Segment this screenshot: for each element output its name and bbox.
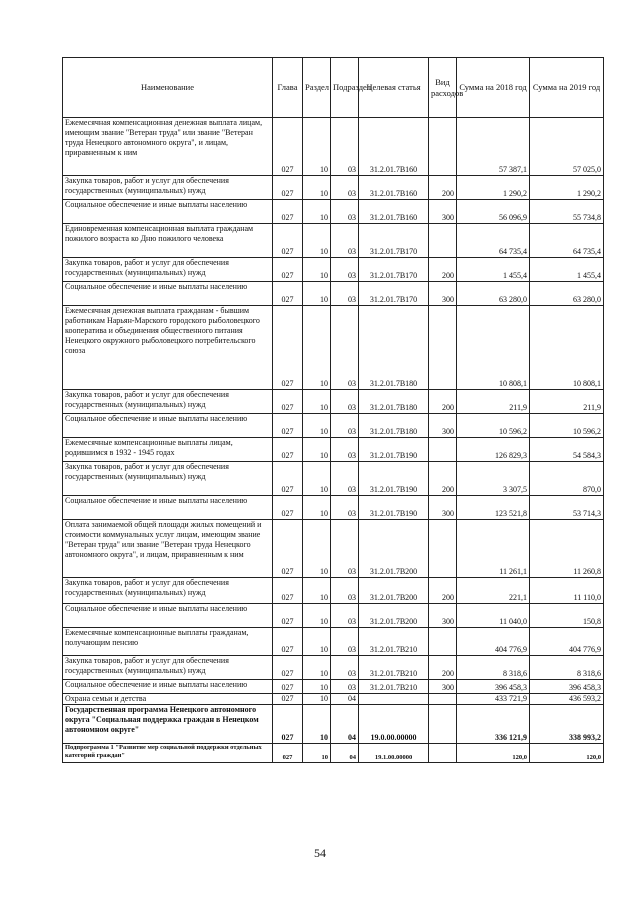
row-sum-2018: 64 735,4 (457, 224, 530, 258)
row-vid (429, 628, 457, 656)
row-razdel: 10 (303, 578, 331, 604)
row-vid: 300 (429, 496, 457, 520)
row-vid: 200 (429, 578, 457, 604)
row-sum-2019: 404 776,9 (530, 628, 604, 656)
row-podrazdel: 03 (331, 414, 359, 438)
row-sum-2018: 211,9 (457, 390, 530, 414)
row-name: Оплата занимаемой общей площади жилых помещений и стоимости коммунальных услуг лицам, имеющим звание "Ветеран труда" или звание "Ветеран труда Ненецкого автономного округа", и лицам, приравненным к ним (63, 520, 273, 578)
row-podrazdel: 03 (331, 496, 359, 520)
row-podrazdel: 03 (331, 118, 359, 176)
header-target: Целевая статья (359, 58, 429, 118)
row-sum-2018: 120,0 (457, 744, 530, 763)
table-row (63, 705, 604, 744)
row-sum-2019: 211,9 (530, 390, 604, 414)
table-row (63, 694, 604, 705)
row-target: 31.2.01.7В190 (359, 438, 429, 462)
table-row (63, 414, 604, 438)
row-glava: 027 (273, 604, 303, 628)
table-row (63, 224, 604, 258)
table-row (63, 176, 604, 200)
row-vid (429, 520, 457, 578)
row-glava: 027 (273, 656, 303, 680)
row-target: 31.2.01.7В170 (359, 224, 429, 258)
row-target: 31.2.01.7В210 (359, 656, 429, 680)
header-glava: Глава (273, 58, 303, 118)
row-name: Ежемесячные компенсационные выплаты гражданам, получающим пенсию (63, 628, 273, 656)
table-header-row (63, 58, 604, 118)
row-razdel: 10 (303, 414, 331, 438)
row-target: 31.2.01.7В170 (359, 282, 429, 306)
header-podrazdel: Подраздел (331, 58, 359, 118)
table-row (63, 390, 604, 414)
row-target: 31.2.01.7В160 (359, 200, 429, 224)
row-sum-2019: 870,0 (530, 462, 604, 496)
row-name: Ежемесячные компенсационные выплаты лицам, родившимся в 1932 - 1945 годах (63, 438, 273, 462)
row-podrazdel: 03 (331, 176, 359, 200)
row-target: 31.2.01.7В200 (359, 578, 429, 604)
row-razdel: 10 (303, 200, 331, 224)
row-sum-2019: 57 025,0 (530, 118, 604, 176)
header-vid: Вид расходов (429, 58, 457, 118)
row-sum-2018: 433 721,9 (457, 694, 530, 705)
row-podrazdel: 03 (331, 520, 359, 578)
row-podrazdel: 03 (331, 258, 359, 282)
row-sum-2019: 436 593,2 (530, 694, 604, 705)
row-target: 31.2.01.7В180 (359, 414, 429, 438)
row-name: Закупка товаров, работ и услуг для обеспечения государственных (муниципальных) нужд (63, 462, 273, 496)
row-podrazdel: 03 (331, 224, 359, 258)
row-glava: 027 (273, 628, 303, 656)
table-row (63, 604, 604, 628)
row-podrazdel: 03 (331, 604, 359, 628)
budget-table (62, 57, 604, 763)
row-vid (429, 306, 457, 390)
table-row (63, 200, 604, 224)
row-razdel: 10 (303, 604, 331, 628)
row-razdel: 10 (303, 118, 331, 176)
row-razdel: 10 (303, 258, 331, 282)
table-row (63, 656, 604, 680)
row-sum-2019: 1 455,4 (530, 258, 604, 282)
row-glava: 027 (273, 578, 303, 604)
row-sum-2019: 338 993,2 (530, 705, 604, 744)
row-razdel: 10 (303, 744, 331, 763)
row-podrazdel: 03 (331, 578, 359, 604)
row-target: 31.2.01.7В200 (359, 604, 429, 628)
row-razdel: 10 (303, 628, 331, 656)
row-glava: 027 (273, 462, 303, 496)
row-glava: 027 (273, 258, 303, 282)
row-vid: 300 (429, 680, 457, 694)
row-vid (429, 744, 457, 763)
row-sum-2019: 63 280,0 (530, 282, 604, 306)
row-podrazdel: 03 (331, 628, 359, 656)
row-name: Социальное обеспечение и иные выплаты населению (63, 604, 273, 628)
row-vid: 300 (429, 282, 457, 306)
row-name: Социальное обеспечение и иные выплаты населению (63, 200, 273, 224)
row-sum-2018: 11 040,0 (457, 604, 530, 628)
row-target: 31.2.01.7В170 (359, 258, 429, 282)
row-target: 19.1.00.00000 (359, 744, 429, 763)
table-row (63, 520, 604, 578)
row-sum-2019: 10 596,2 (530, 414, 604, 438)
row-name: Ежемесячная компенсационная денежная выплата лицам, имеющим звание "Ветеран труда" или звание "Ветеран труда Ненецкого автономного округа", и лицам, приравненным к ним (63, 118, 273, 176)
header-name: Наименование (63, 58, 273, 118)
row-name: Социальное обеспечение и иные выплаты населению (63, 680, 273, 694)
table-row (63, 744, 604, 763)
row-razdel: 10 (303, 656, 331, 680)
row-razdel: 10 (303, 680, 331, 694)
row-razdel: 10 (303, 176, 331, 200)
row-name: Закупка товаров, работ и услуг для обеспечения государственных (муниципальных) нужд (63, 258, 273, 282)
page-number: 54 (314, 846, 326, 860)
row-vid: 300 (429, 604, 457, 628)
header-sum-2018: Сумма на 2018 год (457, 58, 530, 118)
row-vid: 200 (429, 176, 457, 200)
row-sum-2019: 1 290,2 (530, 176, 604, 200)
row-glava: 027 (273, 306, 303, 390)
row-target: 31.2.01.7В210 (359, 628, 429, 656)
row-sum-2018: 10 808,1 (457, 306, 530, 390)
row-razdel: 10 (303, 224, 331, 258)
row-glava: 027 (273, 438, 303, 462)
row-podrazdel: 04 (331, 694, 359, 705)
table-row (63, 496, 604, 520)
row-sum-2019: 396 458,3 (530, 680, 604, 694)
row-razdel: 10 (303, 694, 331, 705)
table-row (63, 680, 604, 694)
row-podrazdel: 03 (331, 200, 359, 224)
table-row (63, 258, 604, 282)
row-target: 31.2.01.7В190 (359, 462, 429, 496)
row-glava: 027 (273, 282, 303, 306)
row-sum-2018: 3 307,5 (457, 462, 530, 496)
row-sum-2019: 54 584,3 (530, 438, 604, 462)
row-glava: 027 (273, 520, 303, 578)
row-vid: 300 (429, 414, 457, 438)
row-name: Закупка товаров, работ и услуг для обеспечения государственных (муниципальных) нужд (63, 656, 273, 680)
row-target: 31.2.01.7В180 (359, 390, 429, 414)
row-sum-2019: 55 734,8 (530, 200, 604, 224)
row-vid (429, 118, 457, 176)
row-sum-2018: 336 121,9 (457, 705, 530, 744)
row-podrazdel: 03 (331, 282, 359, 306)
row-podrazdel: 03 (331, 390, 359, 414)
row-name: Социальное обеспечение и иные выплаты населению (63, 282, 273, 306)
row-vid: 200 (429, 656, 457, 680)
row-sum-2018: 8 318,6 (457, 656, 530, 680)
row-name: Подпрограмма 1 "Развитие мер социальной поддержки отдельных категорий граждан" (63, 744, 273, 763)
row-target: 19.0.00.00000 (359, 705, 429, 744)
row-sum-2018: 57 387,1 (457, 118, 530, 176)
row-name: Охрана семьи и детства (63, 694, 273, 705)
row-vid (429, 705, 457, 744)
row-glava: 027 (273, 414, 303, 438)
row-sum-2019: 8 318,6 (530, 656, 604, 680)
header-sum-2019: Сумма на 2019 год (530, 58, 604, 118)
row-vid (429, 438, 457, 462)
row-podrazdel: 03 (331, 656, 359, 680)
table-row (63, 628, 604, 656)
row-vid: 200 (429, 390, 457, 414)
row-name: Социальное обеспечение и иные выплаты населению (63, 414, 273, 438)
row-glava: 027 (273, 390, 303, 414)
row-sum-2019: 11 110,0 (530, 578, 604, 604)
row-sum-2018: 56 096,9 (457, 200, 530, 224)
row-sum-2019: 10 808,1 (530, 306, 604, 390)
row-name: Ежемесячная денежная выплата гражданам - бывшим работникам Нарьян-Марского городского рыболовецкого кооператива и объединения общественного питания Ненецкого окружного рыболовецкого потребительского союза (63, 306, 273, 390)
row-sum-2018: 404 776,9 (457, 628, 530, 656)
row-glava: 027 (273, 118, 303, 176)
row-razdel: 10 (303, 390, 331, 414)
row-glava: 027 (273, 680, 303, 694)
row-sum-2018: 1 290,2 (457, 176, 530, 200)
row-name: Закупка товаров, работ и услуг для обеспечения государственных (муниципальных) нужд (63, 578, 273, 604)
row-target: 31.2.01.7В160 (359, 176, 429, 200)
table-row (63, 462, 604, 496)
row-vid: 200 (429, 462, 457, 496)
row-sum-2019: 64 735,4 (530, 224, 604, 258)
row-target: 31.2.01.7В200 (359, 520, 429, 578)
row-target (359, 694, 429, 705)
row-sum-2019: 150,8 (530, 604, 604, 628)
row-podrazdel: 03 (331, 462, 359, 496)
row-razdel: 10 (303, 705, 331, 744)
row-vid: 200 (429, 258, 457, 282)
row-razdel: 10 (303, 520, 331, 578)
row-sum-2018: 396 458,3 (457, 680, 530, 694)
row-glava: 027 (273, 176, 303, 200)
row-razdel: 10 (303, 462, 331, 496)
row-sum-2019: 53 714,3 (530, 496, 604, 520)
row-target: 31.2.01.7В190 (359, 496, 429, 520)
row-glava: 027 (273, 496, 303, 520)
row-sum-2018: 221,1 (457, 578, 530, 604)
row-name: Государственная программа Ненецкого автономного округа "Социальная поддержка граждан в Ненецком автономном округе" (63, 705, 273, 744)
table-row (63, 282, 604, 306)
row-target: 31.2.01.7В180 (359, 306, 429, 390)
row-glava: 027 (273, 705, 303, 744)
row-sum-2018: 123 521,8 (457, 496, 530, 520)
row-sum-2018: 10 596,2 (457, 414, 530, 438)
row-glava: 027 (273, 744, 303, 763)
row-sum-2019: 11 260,8 (530, 520, 604, 578)
row-glava: 027 (273, 200, 303, 224)
row-podrazdel: 03 (331, 438, 359, 462)
row-sum-2018: 126 829,3 (457, 438, 530, 462)
row-podrazdel: 04 (331, 744, 359, 763)
table-row (63, 118, 604, 176)
row-sum-2018: 1 455,4 (457, 258, 530, 282)
row-podrazdel: 04 (331, 705, 359, 744)
row-podrazdel: 03 (331, 680, 359, 694)
header-razdel: Раздел (303, 58, 331, 118)
row-name: Закупка товаров, работ и услуг для обеспечения государственных (муниципальных) нужд (63, 176, 273, 200)
row-sum-2019: 120,0 (530, 744, 604, 763)
table-row (63, 438, 604, 462)
row-razdel: 10 (303, 306, 331, 390)
row-sum-2018: 63 280,0 (457, 282, 530, 306)
table-row (63, 306, 604, 390)
row-vid (429, 224, 457, 258)
row-razdel: 10 (303, 438, 331, 462)
row-glava: 027 (273, 694, 303, 705)
row-razdel: 10 (303, 496, 331, 520)
row-razdel: 10 (303, 282, 331, 306)
row-name: Закупка товаров, работ и услуг для обеспечения государственных (муниципальных) нужд (63, 390, 273, 414)
row-target: 31.2.01.7В210 (359, 680, 429, 694)
row-name: Социальное обеспечение и иные выплаты населению (63, 496, 273, 520)
table-row (63, 578, 604, 604)
row-glava: 027 (273, 224, 303, 258)
table-body (63, 118, 604, 763)
row-sum-2018: 11 261,1 (457, 520, 530, 578)
row-podrazdel: 03 (331, 306, 359, 390)
row-target: 31.2.01.7В160 (359, 118, 429, 176)
row-vid: 300 (429, 200, 457, 224)
row-name: Единовременная компенсационная выплата гражданам пожилого возраста ко Дню пожилого человека (63, 224, 273, 258)
row-vid (429, 694, 457, 705)
